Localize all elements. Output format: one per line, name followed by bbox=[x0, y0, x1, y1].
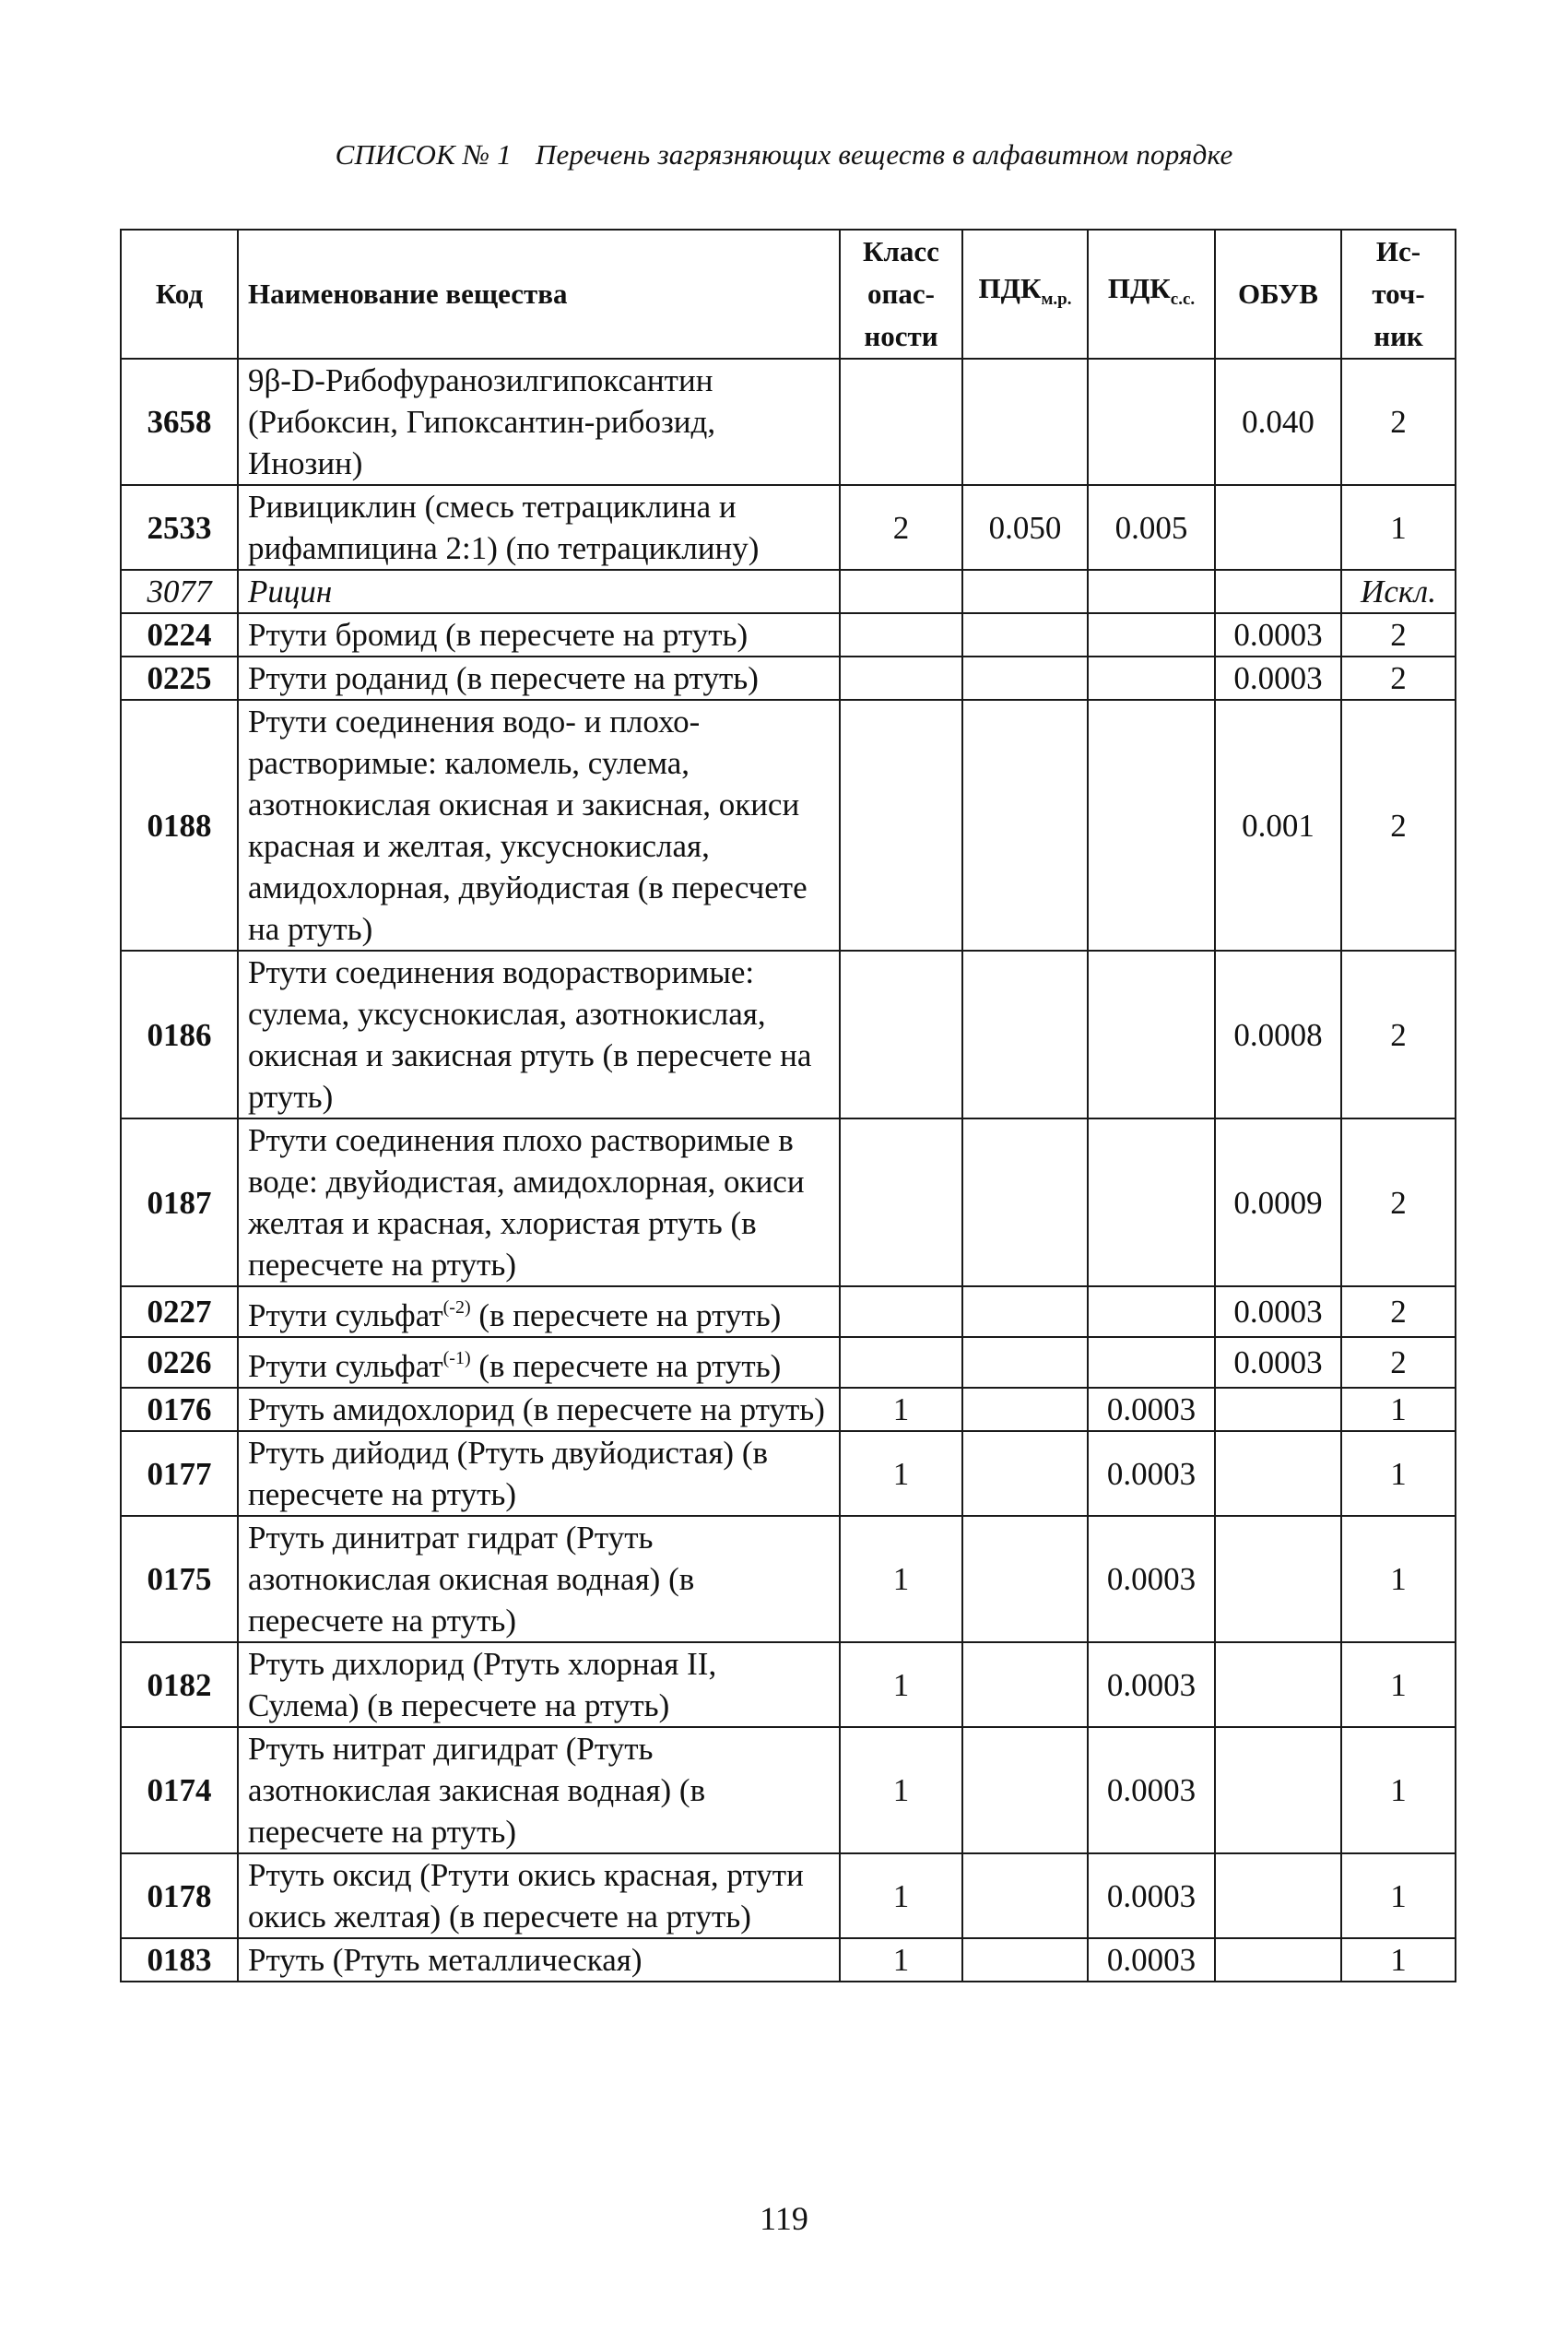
cell-obuv: 0.0003 bbox=[1215, 613, 1341, 657]
table-row bbox=[121, 1388, 1456, 1431]
cell-hazard-class bbox=[840, 657, 962, 700]
cell-pdk-ss: 0.0003 bbox=[1088, 1642, 1215, 1727]
cell-name: Ртуть (Ртуть металлическая) bbox=[238, 1938, 840, 1982]
cell-code: 0225 bbox=[121, 657, 238, 700]
cell-source: 2 bbox=[1341, 700, 1456, 951]
column-header-source: Ис- точ- ник bbox=[1341, 230, 1456, 359]
cell-code: 0175 bbox=[121, 1516, 238, 1642]
cell-pdk-mr bbox=[962, 1388, 1088, 1431]
table-row bbox=[121, 1938, 1456, 1982]
table-row bbox=[121, 1286, 1456, 1337]
cell-obuv: 0.001 bbox=[1215, 700, 1341, 951]
name-superscript: (-2) bbox=[442, 1297, 471, 1318]
cell-pdk-ss bbox=[1088, 359, 1215, 485]
cell-pdk-ss bbox=[1088, 700, 1215, 951]
page-number: 119 bbox=[760, 2200, 808, 2237]
cell-hazard-class: 1 bbox=[840, 1516, 962, 1642]
cell-code: 0182 bbox=[121, 1642, 238, 1727]
cell-name: Ртути соединения водорастворимые: сулема, уксуснокислая, азотнокислая, окисная и закисная ртуть (в пересчете на ртуть) bbox=[238, 951, 840, 1118]
cell-code: 0226 bbox=[121, 1337, 238, 1388]
cell-name: Ривициклин (смесь тетрациклина и рифампицина 2:1) (по тетрациклину) bbox=[238, 485, 840, 570]
substances-table bbox=[120, 229, 1456, 1982]
cell-name: Ртуть дийодид (Ртуть двуйодистая) (в пересчете на ртуть) bbox=[238, 1431, 840, 1516]
cell-code: 0187 bbox=[121, 1118, 238, 1286]
cell-pdk-mr: 0.050 bbox=[962, 485, 1088, 570]
cell-code: 2533 bbox=[121, 485, 238, 570]
cell-obuv: 0.0003 bbox=[1215, 657, 1341, 700]
cell-obuv: 0.0009 bbox=[1215, 1118, 1341, 1286]
cell-pdk-mr bbox=[962, 1853, 1088, 1938]
table-row bbox=[121, 700, 1456, 951]
cell-pdk-ss: 0.005 bbox=[1088, 485, 1215, 570]
pdk-mr-label: ПДК bbox=[978, 272, 1042, 304]
column-header-pdk-ss bbox=[1088, 230, 1215, 359]
cell-pdk-ss: 0.0003 bbox=[1088, 1938, 1215, 1982]
cell-pdk-mr bbox=[962, 1286, 1088, 1337]
cell-pdk-mr bbox=[962, 1642, 1088, 1727]
pdk-mr-subscript: м.р. bbox=[1041, 290, 1072, 309]
cell-hazard-class bbox=[840, 700, 962, 951]
column-header-code: Код bbox=[121, 230, 238, 359]
table-row bbox=[121, 570, 1456, 613]
cell-code: 3077 bbox=[121, 570, 238, 613]
cell-hazard-class bbox=[840, 1337, 962, 1388]
cell-pdk-mr bbox=[962, 359, 1088, 485]
column-header-obuv: ОБУВ bbox=[1215, 230, 1341, 359]
list-subtitle: Перечень загрязняющих веществ в алфавитном порядке bbox=[535, 138, 1233, 171]
cell-hazard-class bbox=[840, 951, 962, 1118]
cell-pdk-mr bbox=[962, 951, 1088, 1118]
cell-hazard-class: 1 bbox=[840, 1388, 962, 1431]
cell-obuv bbox=[1215, 1431, 1341, 1516]
table-row bbox=[121, 951, 1456, 1118]
name-text: Ртути сульфат bbox=[248, 1348, 443, 1384]
table-row bbox=[121, 613, 1456, 657]
cell-name bbox=[238, 1286, 840, 1337]
cell-code: 3658 bbox=[121, 359, 238, 485]
cell-name: Ртути бромид (в пересчете на ртуть) bbox=[238, 613, 840, 657]
cell-pdk-ss bbox=[1088, 657, 1215, 700]
table-header-row bbox=[121, 230, 1456, 359]
cell-code: 0224 bbox=[121, 613, 238, 657]
table-row bbox=[121, 1337, 1456, 1388]
cell-hazard-class bbox=[840, 570, 962, 613]
cell-pdk-mr bbox=[962, 1118, 1088, 1286]
cell-obuv bbox=[1215, 1938, 1341, 1982]
table-row bbox=[121, 1853, 1456, 1938]
cell-obuv: 0.0008 bbox=[1215, 951, 1341, 1118]
cell-name: Ртути соединения плохо растворимые в воде: двуйодистая, амидохлорная, окиси желтая и красная, хлористая ртуть (в пересчете на ртуть) bbox=[238, 1118, 840, 1286]
cell-code: 0227 bbox=[121, 1286, 238, 1337]
cell-pdk-ss: 0.0003 bbox=[1088, 1516, 1215, 1642]
cell-obuv bbox=[1215, 1388, 1341, 1431]
cell-source: 2 bbox=[1341, 359, 1456, 485]
table-row bbox=[121, 1642, 1456, 1727]
cell-pdk-ss bbox=[1088, 570, 1215, 613]
cell-source: 1 bbox=[1341, 1938, 1456, 1982]
cell-pdk-ss bbox=[1088, 613, 1215, 657]
list-title: СПИСОК № 1 bbox=[335, 138, 512, 171]
pdk-ss-subscript: с.с. bbox=[1170, 290, 1196, 309]
cell-hazard-class: 1 bbox=[840, 1938, 962, 1982]
cell-pdk-mr bbox=[962, 1337, 1088, 1388]
cell-source: 1 bbox=[1341, 1431, 1456, 1516]
cell-obuv: 0.0003 bbox=[1215, 1337, 1341, 1388]
cell-source: 1 bbox=[1341, 1853, 1456, 1938]
cell-pdk-ss: 0.0003 bbox=[1088, 1431, 1215, 1516]
cell-hazard-class: 1 bbox=[840, 1727, 962, 1853]
cell-obuv bbox=[1215, 570, 1341, 613]
cell-source: 2 bbox=[1341, 657, 1456, 700]
name-superscript: (-1) bbox=[442, 1348, 471, 1368]
cell-obuv bbox=[1215, 1727, 1341, 1853]
cell-obuv bbox=[1215, 1642, 1341, 1727]
cell-name: Ртути соединения водо- и плохо- растворимые: каломель, сулема, азотнокислая окисная и закисная, окиси красная и желтая, уксуснокислая, амидохлорная, двуйодистая (в пересчете на ртуть) bbox=[238, 700, 840, 951]
pdk-ss-label: ПДК bbox=[1107, 272, 1171, 304]
cell-obuv: 0.0003 bbox=[1215, 1286, 1341, 1337]
cell-pdk-ss bbox=[1088, 1118, 1215, 1286]
cell-source: 2 bbox=[1341, 1118, 1456, 1286]
cell-pdk-mr bbox=[962, 700, 1088, 951]
cell-pdk-mr bbox=[962, 1516, 1088, 1642]
cell-pdk-mr bbox=[962, 1431, 1088, 1516]
cell-name: Рицин bbox=[238, 570, 840, 613]
cell-name: Ртуть дихлорид (Ртуть хлорная II, Сулема) (в пересчете на ртуть) bbox=[238, 1642, 840, 1727]
table-row bbox=[121, 485, 1456, 570]
name-text: Ртути сульфат bbox=[248, 1297, 443, 1333]
cell-pdk-ss bbox=[1088, 1337, 1215, 1388]
cell-obuv bbox=[1215, 1516, 1341, 1642]
cell-code: 0176 bbox=[121, 1388, 238, 1431]
cell-obuv bbox=[1215, 1853, 1341, 1938]
table-row bbox=[121, 1516, 1456, 1642]
cell-pdk-ss bbox=[1088, 1286, 1215, 1337]
cell-source: 2 bbox=[1341, 613, 1456, 657]
cell-pdk-mr bbox=[962, 657, 1088, 700]
cell-source: 1 bbox=[1341, 1516, 1456, 1642]
column-header-pdk-mr bbox=[962, 230, 1088, 359]
table-row bbox=[121, 359, 1456, 485]
cell-obuv: 0.040 bbox=[1215, 359, 1341, 485]
cell-pdk-mr bbox=[962, 1938, 1088, 1982]
cell-hazard-class bbox=[840, 359, 962, 485]
cell-name: 9β-D-Рибофуранозилгипоксантин (Рибоксин, Гипоксантин-рибозид, Инозин) bbox=[238, 359, 840, 485]
cell-code: 0174 bbox=[121, 1727, 238, 1853]
cell-source: 2 bbox=[1341, 951, 1456, 1118]
cell-hazard-class bbox=[840, 613, 962, 657]
cell-name: Ртуть оксид (Ртути окись красная, ртути окись желтая) (в пересчете на ртуть) bbox=[238, 1853, 840, 1938]
cell-source: 2 bbox=[1341, 1286, 1456, 1337]
cell-name: Ртуть динитрат гидрат (Ртуть азотнокислая окисная водная) (в пересчете на ртуть) bbox=[238, 1516, 840, 1642]
cell-obuv bbox=[1215, 485, 1341, 570]
cell-source: Искл. bbox=[1341, 570, 1456, 613]
table-row bbox=[121, 657, 1456, 700]
cell-hazard-class: 1 bbox=[840, 1853, 962, 1938]
column-header-name: Наименование вещества bbox=[238, 230, 840, 359]
cell-name: Ртути роданид (в пересчете на ртуть) bbox=[238, 657, 840, 700]
cell-source: 1 bbox=[1341, 1727, 1456, 1853]
cell-name bbox=[238, 1337, 840, 1388]
table-row bbox=[121, 1118, 1456, 1286]
cell-source: 2 bbox=[1341, 1337, 1456, 1388]
cell-pdk-ss bbox=[1088, 951, 1215, 1118]
cell-source: 1 bbox=[1341, 485, 1456, 570]
cell-code: 0188 bbox=[121, 700, 238, 951]
cell-name: Ртуть нитрат дигидрат (Ртуть азотнокислая закисная водная) (в пересчете на ртуть) bbox=[238, 1727, 840, 1853]
cell-code: 0177 bbox=[121, 1431, 238, 1516]
cell-hazard-class bbox=[840, 1118, 962, 1286]
cell-pdk-mr bbox=[962, 570, 1088, 613]
cell-hazard-class: 1 bbox=[840, 1642, 962, 1727]
cell-code: 0178 bbox=[121, 1853, 238, 1938]
cell-source: 1 bbox=[1341, 1388, 1456, 1431]
cell-pdk-mr bbox=[962, 1727, 1088, 1853]
cell-source: 1 bbox=[1341, 1642, 1456, 1727]
cell-name: Ртуть амидохлорид (в пересчете на ртуть) bbox=[238, 1388, 840, 1431]
cell-hazard-class bbox=[840, 1286, 962, 1337]
column-header-hazard-class: Класс опас- ности bbox=[840, 230, 962, 359]
name-text-rest: (в пересчете на ртуть) bbox=[470, 1348, 782, 1384]
page-header bbox=[0, 138, 1568, 172]
table-row bbox=[121, 1727, 1456, 1853]
cell-pdk-ss: 0.0003 bbox=[1088, 1727, 1215, 1853]
name-text-rest: (в пересчете на ртуть) bbox=[470, 1297, 782, 1333]
cell-pdk-ss: 0.0003 bbox=[1088, 1853, 1215, 1938]
cell-code: 0183 bbox=[121, 1938, 238, 1982]
cell-hazard-class: 1 bbox=[840, 1431, 962, 1516]
cell-pdk-mr bbox=[962, 613, 1088, 657]
cell-pdk-ss: 0.0003 bbox=[1088, 1388, 1215, 1431]
cell-code: 0186 bbox=[121, 951, 238, 1118]
table-row bbox=[121, 1431, 1456, 1516]
cell-hazard-class: 2 bbox=[840, 485, 962, 570]
